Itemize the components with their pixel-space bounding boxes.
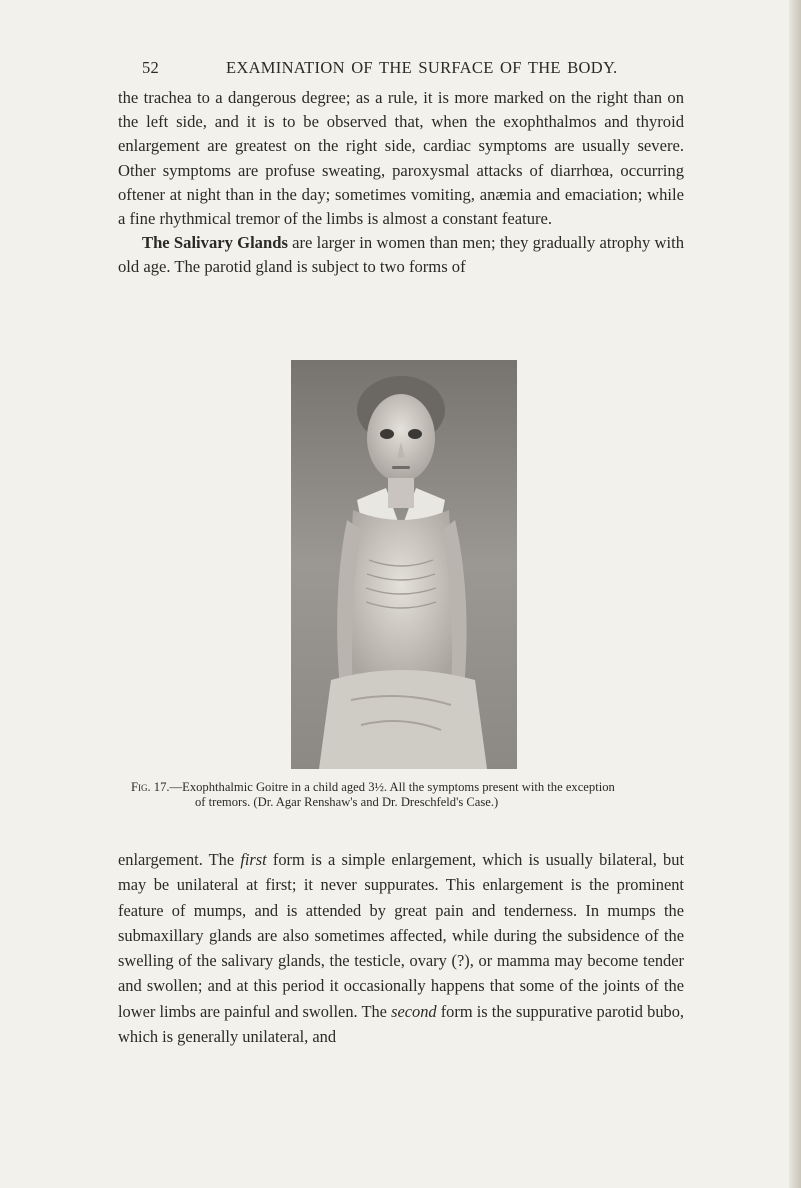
caption-text-1: —Exophthalmic Goitre in a child aged 3½. All the symptoms present with the exception — [169, 780, 615, 794]
parotid-text-1: enlargement. The — [118, 850, 241, 869]
emphasis-second: second — [391, 1001, 437, 1021]
lower-text-block — [118, 847, 684, 1049]
figure-caption — [131, 780, 691, 810]
figure-photograph — [291, 360, 517, 769]
paragraph-salivary-glands — [118, 231, 684, 279]
parotid-text-2: form is a simple enlargement, which is usually bilateral, but may be unilateral at first; it never suppurates. This enlargement is the prominent feature of mumps, and is attended by great pain and tenderness. In mumps the submaxillary glands are also sometimes affected, while during the subsidence of the swelling of the salivary glands, the testicle, ovary (?), or mamma may become tender and swollen; and at this period it occasionally happens that some of the joints of the lower limbs are painful and swollen. The — [118, 850, 684, 1021]
paragraph-salivary-text: are larger in women than men; they gradually atrophy with old age. The parotid gland is subject to two forms of — [118, 233, 684, 277]
child-photograph — [291, 360, 517, 769]
emphasis-first: first — [240, 850, 267, 869]
caption-line-2: of tremors. (Dr. Agar Renshaw's and Dr. Dreschfeld's Case.) — [195, 795, 499, 809]
paragraph-parotid-forms — [118, 847, 684, 1049]
figure-label: Fig. 17. — [131, 780, 170, 794]
chapter-title: EXAMINATION OF THE SURFACE OF THE BODY. — [226, 58, 618, 77]
page-edge-shadow — [789, 0, 801, 1188]
page-number: 52 — [142, 58, 160, 77]
paragraph-goitre-symptoms: the trachea to a dangerous degree; as a rule, it is more marked on the right than on the left side, and it is to be observed that, when the exophthalmos and thyroid enlargement are greatest on the right side, cardiac symptoms are usually severe. Other symptoms are profuse sweating, paroxysmal attacks of diarrhœa, occurring oftener at night than in the day; sometimes vomiting, anæmia and emaciation; while a fine rhythmical tremor of the limbs is almost a constant feature. — [118, 88, 684, 229]
section-heading-salivary-glands: The Salivary Glands — [142, 233, 288, 253]
upper-text-block — [118, 86, 684, 280]
caption-line-1 — [131, 780, 691, 795]
parotid-text-3: form is the suppurative parotid bubo, which is generally unilateral, and — [118, 1001, 684, 1047]
